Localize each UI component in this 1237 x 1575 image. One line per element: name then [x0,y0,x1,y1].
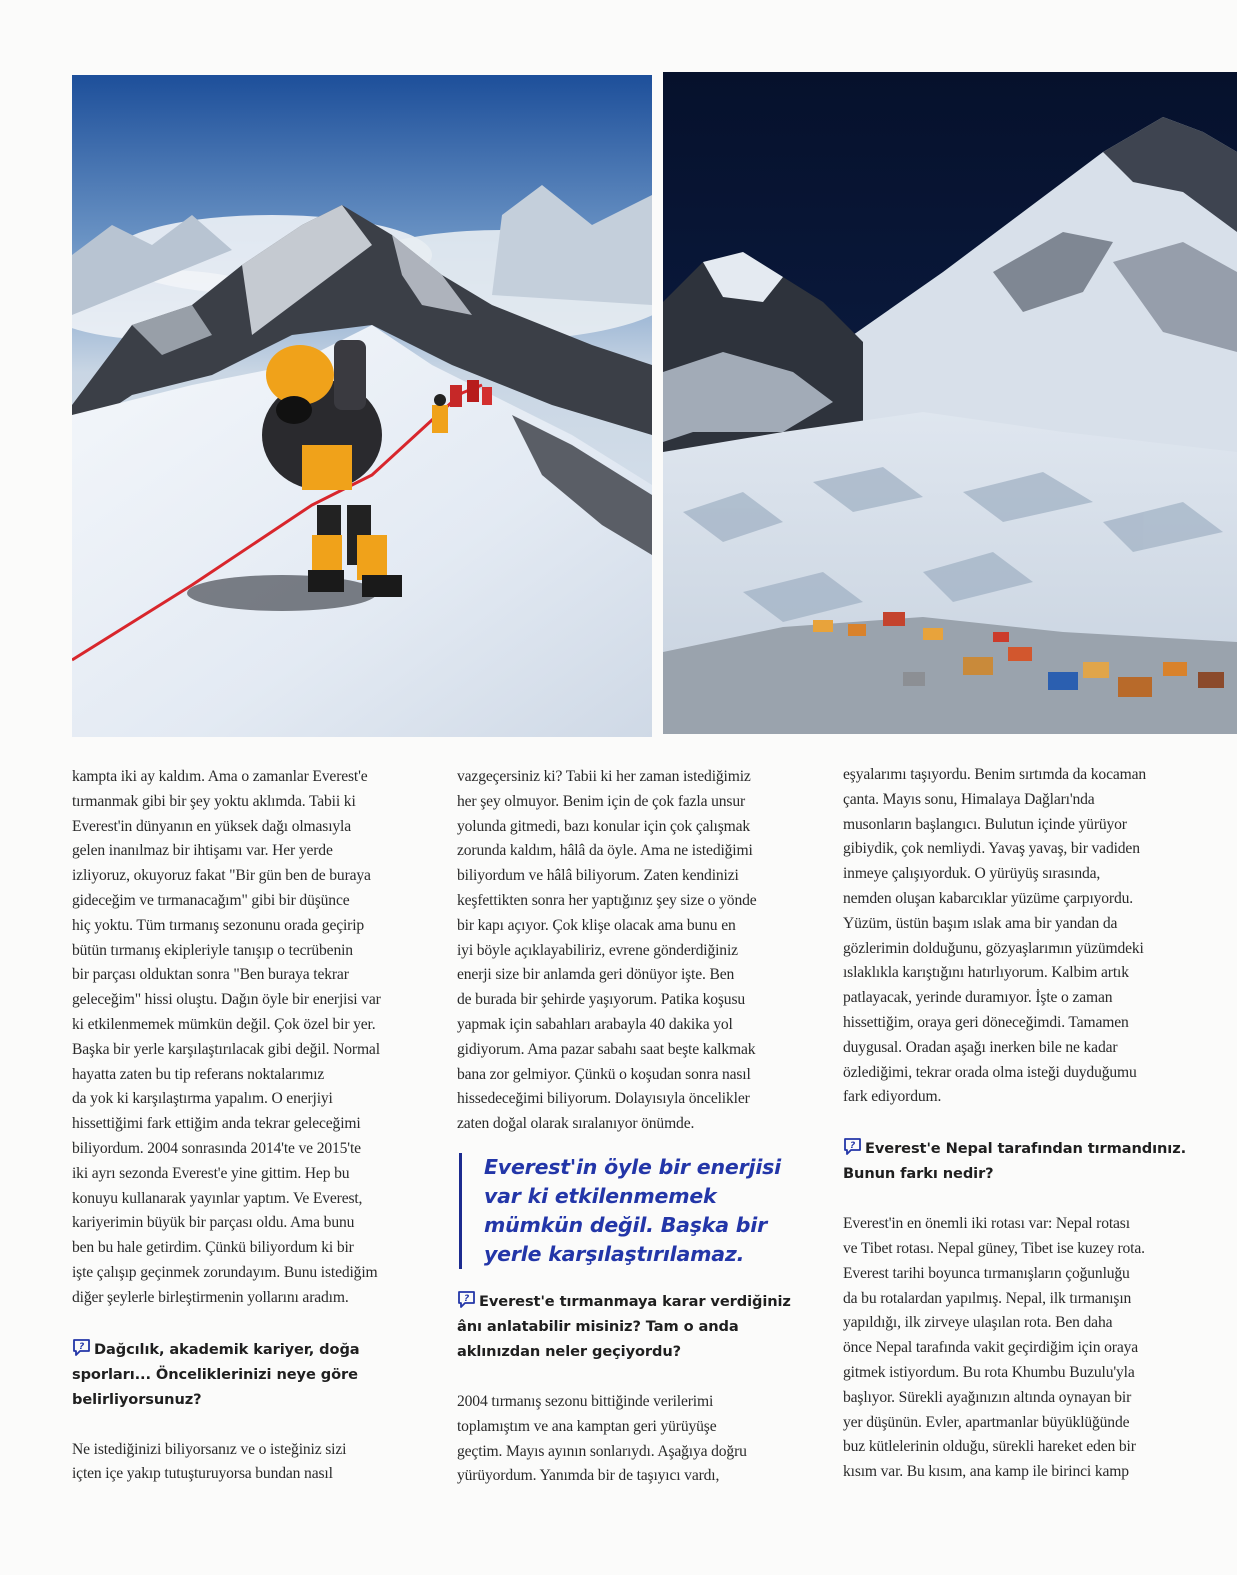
svg-text:?: ? [849,1141,856,1152]
text-column-3 [843,763,1195,1485]
pull-quote: Everest'in öyle bir enerjisi var ki etkilenmemek mümkün değil. Başka bir yerle karşılaştırılamaz. [459,1153,807,1269]
body-paragraph: vazgeçersiniz ki? Tabii ki her zaman istediğimiz her şey olmuyor. Benim için de çok fazla unsur yolunda gitmedi, bazı konular için çok çalışmak zorunda kaldım, hâlâ da öyle. Ama ne istediğimi biliyordum ve hâlâ biliyorum. Zaten kendinizi keşfettikten sonra her yaptığınız şey size o yönde bir kapı açıyor. Çok klişe olacak ama bunu en iyi böyle açıklayabiliriz, evrene gönderdiğiniz enerji size bir anlamda geri dönüyor işte. Ben de burada bir şehirde yaşıyorum. Patika koşusu yapmak için sabahları arabayla 40 dakika yol gidiyorum. Ama pazar sabahı saat beşte kalkmak bana zor gelmiyor. Çünkü o koşudan sonra nasıl hissedeceğimi biliyorum. Dolayısıyla öncelikler zaten doğal olarak sıralanıyor önümde. [457,768,757,1133]
body-paragraph: Ne istediğinizi biliyorsanız ve o isteğiniz sizi içten içe yakıp tutuşturuyorsa bundan nasıl [72,1440,347,1483]
svg-text:?: ? [78,1341,85,1352]
interview-question: ? Everest'e tırmanmaya karar verdiğiniz ânı anlatabilir misiniz? Tam o anda aklınızdan neler geçiyordu? [457,1289,807,1364]
question-bubble-icon [457,1290,476,1309]
interview-question: ? Everest'e Nepal tarafından tırmandınız. Bunun farkı nedir? [843,1136,1195,1186]
question-bubble-icon [72,1338,91,1357]
question-bubble-icon [843,1137,862,1156]
photo-climbers-ridge [72,75,652,737]
body-paragraph: kampta iki ay kaldım. Ama o zamanlar Everest'e tırmanmak gibi bir şey yoktu aklımda. Tabii ki Everest'in dünyanın en yüksek dağı olmasıyla gelen inanılmaz bir ihtişamı var. Her yerde izliyoruz, okuyoruz fakat "Bir gün ben de buraya gideceğim ve tırmanacağım" gibi bir düşünce hiç yoktu. Tüm tırmanış sezonunu orada geçirip bütün tırmanış ekipleriyle tanışıp o tecrübenin bir parçası olduktan sonra "Ben buraya tekrar geleceğim" hissi oluştu. Dağın öyle bir enerjisi var ki etkilenmemek mümkün değil. Çok özel bir yer. Başka bir yerle karşılaştırılacak gibi değil. Normal hayatta zaten bu tip referans noktalarımız da yok ki karşılaştırma yapalım. O enerjiyi hissettiğimi fark ettiğim anda tekrar geleceğimi biliyordum. 2004 sonrasında 2014'te ve 2015'te iki ayrı sezonda Everest'e yine gittim. Hep bu konuyu kullanarak yayınlar yaptım. Ve Everest, kariyerimin büyük bir parçası oldu. Ama bunu ben bu hale getirdim. Çünkü biliyordum ki bir işte çalışıp geçinmek zorundayım. Bunu istediğim diğer şeylerle birleştirmenin yollarını aradım. [72,768,381,1306]
text-column-1 [72,765,422,1487]
text-column-2 [457,765,807,1489]
svg-text:?: ? [463,1294,470,1305]
body-paragraph: eşyalarımı taşıyordu. Benim sırtımda da kocaman çanta. Mayıs sonu, Himalaya Dağları'nda musonların başlangıcı. Bulutun içinde yürüyor gibiydik, çok nemliydi. Yavaş yavaş, bir vadiden inmeye çalışıyorduk. O yürüyüş sırasında, nemden oluşan kabarcıklar yüzüme çarpıyordu. Yüzüm, üstün başım ıslak ama bir yandan da gözlerimin dolduğunu, gözyaşlarımın yüzümdeki ıslaklıkla karıştığını hatırlıyorum. Kalbim artık patlayacak, yerinde duramıyor. İşte o zaman hissettiğim, oraya geri döneceğimdi. Tamamen duygusal. Oradan aşağı inerken bile ne kadar özlediğimi, tekrar orada olma isteği duyduğumu fark ediyordum. [843,766,1147,1106]
everest-illustration [663,72,1237,734]
body-paragraph: 2004 tırmanış sezonu bittiğinde verilerimi toplamıştım ve ana kamptan geri yürüyüşe geçtim. Mayıs ayının sonlarıydı. Aşağıya doğru yürüyordum. Yanımda bir de taşıyıcı vardı, [457,1392,747,1485]
body-paragraph: Everest'in en önemli iki rotası var: Nepal rotası ve Tibet rotası. Nepal güney, Tibet ise kuzey rota. Everest tarihi boyunca tırmanışların çoğunluğu da bu rotalardan yapılmış. Nepal, ilk tırmanışın yapıldığı, ilk zirveye ulaşılan rota. Ben daha önce Nepal tarafında vakit geçirdiğim için oraya gitmek istiyordum. Bu rota Khumbu Buzulu'yla başlıyor. Sürekli ayağınızın altında oynayan bir yer düşünün. Evler, apartmanlar büyüklüğünde buz kütlelerinin olduğu, sürekli hareket eden bir kısım var. Bu kısım, ana kamp ile birinci kamp [843,1215,1145,1481]
climbers-illustration [72,75,652,737]
photo-everest-base-camp [663,72,1237,734]
interview-question: ? Dağcılık, akademik kariyer, doğa sporları... Önceliklerinizi neye göre belirliyorsunuz? [72,1337,422,1412]
